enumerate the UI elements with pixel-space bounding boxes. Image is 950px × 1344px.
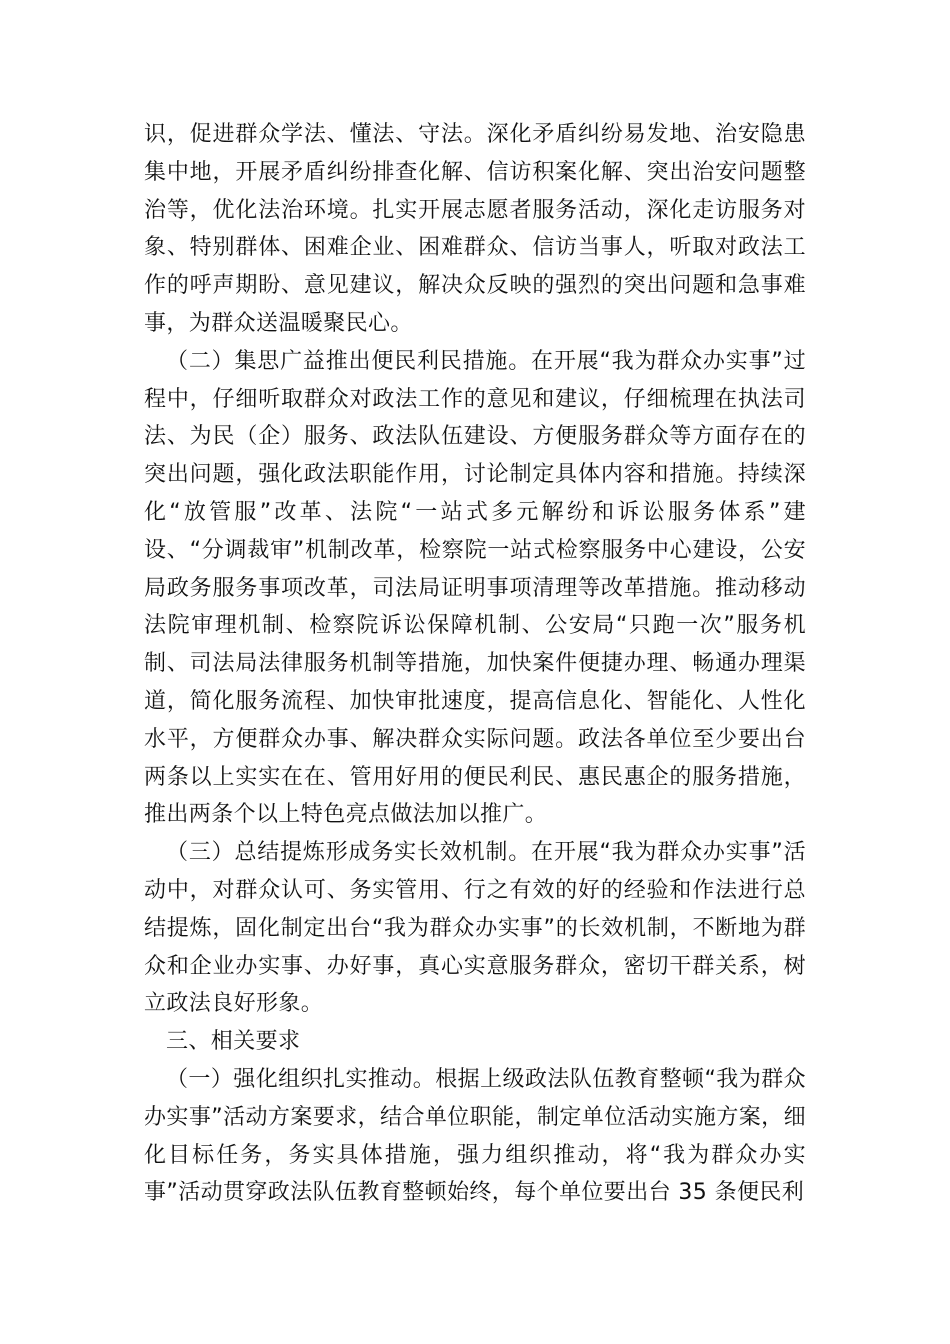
- paragraph-continuation: 识，促进群众学法、懂法、守法。深化矛盾纠纷易发地、治安隐患集中地，开展矛盾纠纷排查化解、信访积案化解、突出治安问题整治等，优化法治环境。扎实开展志愿者服务活动，深化走访服务对象、特别群体、困难企业、困难群众、信访当事人，听取对政法工作的呼声期盼、意见建议，解决众反映的强烈的突出问题和急事难事，为群众送温暖聚民心。: [144, 122, 806, 336]
- paragraph-organization: （一）强化组织扎实推动。根据上级政法队伍教育整顿“我为群众办实事”活动方案要求，结合单位职能，制定单位活动实施方案，细化目标任务，务实具体措施，强力组织推动，将“我为群众办实事”活动贯穿政法队伍教育整顿始终，每个单位要出台 35 条便民利: [144, 1066, 806, 1206]
- document-body: [144, 116, 806, 1212]
- paragraph-convenience-measures: （二）集思广益推出便民利民措施。在开展“我为群众办实事”过程中，仔细听取群众对政法工作的意见和建议，仔细梳理在执法司法、为民（企）服务、政法队伍建设、方便服务群众等方面存在的突出问题，强化政法职能作用，讨论制定具体内容和措施。持续深化“放管服”改革、法院“一站式多元解纷和诉讼服务体系”建设、“分调裁审”机制改革，检察院一站式检察服务中心建设，公安局政务服务事项改革，司法局证明事项清理等改革措施。推动移动法院审理机制、检察院诉讼保障机制、公安局“只跑一次”服务机制、司法局法律服务机制等措施，加快案件便捷办理、畅通办理渠道，简化服务流程、加快审批速度，提高信息化、智能化、人性化水平，方便群众办事、解决群众实际问题。政法各单位至少要出台两条以上实实在在、管用好用的便民利民、惠民惠企的服务措施，推出两条个以上特色亮点做法加以推广。: [144, 348, 806, 828]
- paragraph-long-term-mechanism: （三）总结提炼形成务实长效机制。在开展“我为群众办实事”活动中，对群众认可、务实管用、行之有效的好的经验和作法进行总结提炼，固化制定出台“我为群众办实事”的长效机制，不断地为群众和企业办实事、办好事，真心实意服务群众，密切干群关系，树立政法良好形象。: [144, 840, 806, 1017]
- section-heading-requirements: 三、相关要求: [166, 1029, 301, 1055]
